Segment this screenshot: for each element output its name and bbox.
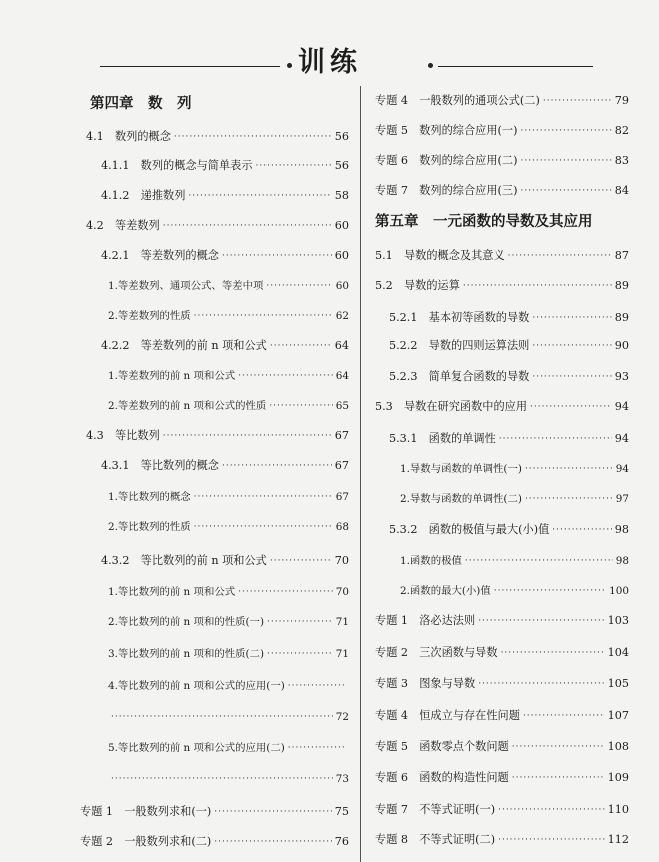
toc-page-number: 103 <box>607 614 629 627</box>
toc-entry <box>101 551 349 571</box>
toc-entry <box>375 643 629 663</box>
toc-entry <box>80 832 349 852</box>
toc-leader-dots <box>520 151 611 171</box>
toc-leader-dots <box>520 181 611 201</box>
toc-leader-dots <box>512 768 605 788</box>
toc-entry <box>375 768 629 788</box>
toc-entry-title: 专题 5 函数零点个数问题 <box>375 740 509 753</box>
toc-entry <box>108 517 349 537</box>
toc-entry <box>389 429 629 449</box>
toc-entry-title: 2.等比数列的前 n 项和的性质(一) <box>108 616 265 628</box>
toc-leader-dots <box>498 830 605 850</box>
toc-leader-dots <box>494 581 606 601</box>
toc-entry-title: 专题 7 不等式证明(一) <box>375 803 496 816</box>
toc-leader-dots <box>163 426 332 446</box>
toc-leader-dots <box>222 456 332 476</box>
toc-entry-title: 4.1 数列的概念 <box>86 130 171 143</box>
toc-chapter-heading <box>90 94 349 114</box>
toc-entry-title: 专题 6 函数的构造性问题 <box>375 771 509 784</box>
toc-entry-title: 5.2.2 导数的四则运算法则 <box>389 339 530 352</box>
toc-leader-dots <box>194 517 333 537</box>
toc-leader-dots <box>508 246 612 266</box>
toc-entry <box>101 186 349 206</box>
toc-entry-title: 2.等差数列的前 n 项和公式的性质 <box>108 400 267 412</box>
toc-entry-title: 2.等差数列的性质 <box>108 310 191 322</box>
toc-entry-title: 4.2.1 等差数列的概念 <box>101 249 219 262</box>
toc-entry-title: 专题 1 一般数列求和(一) <box>80 805 212 818</box>
toc-entry-title: 4.等比数列的前 n 项和公式的应用(一) <box>108 680 285 692</box>
toc-page-number: 67 <box>334 459 349 472</box>
toc-entry <box>375 91 629 111</box>
toc-entry-title: 1.导数与函数的单调性(一) <box>400 463 522 475</box>
toc-entry <box>389 367 629 387</box>
toc-page-number: 84 <box>614 184 629 197</box>
toc-entry-title: 1.等比数列的概念 <box>108 491 191 503</box>
toc-leader-dots <box>512 737 605 757</box>
toc-page-number: 83 <box>614 154 629 167</box>
toc-entry-title: 2.函数的最大(小)值 <box>400 585 491 597</box>
toc-leader-dots <box>111 769 333 789</box>
header-rule-right <box>438 66 593 67</box>
toc-leader-dots <box>270 336 332 356</box>
toc-entry <box>375 397 629 417</box>
toc-page-number: 68 <box>335 521 349 533</box>
toc-page-number: 94 <box>614 432 629 445</box>
toc-page-number: 56 <box>334 159 349 172</box>
toc-leader-dots <box>267 644 333 664</box>
toc-entry <box>86 127 349 147</box>
toc-page-number: 56 <box>334 130 349 143</box>
toc-leader-dots <box>111 707 333 727</box>
toc-page-number: 62 <box>335 310 349 322</box>
toc-page-number: 97 <box>615 493 629 505</box>
toc-page-number: 93 <box>614 370 629 383</box>
toc-leader-dots <box>174 127 332 147</box>
toc-leader-dots <box>523 706 605 726</box>
toc-page-number: 98 <box>615 555 629 567</box>
toc-entry <box>375 181 629 201</box>
column-divider <box>360 86 361 862</box>
toc-entry <box>108 612 349 632</box>
toc-entry-title: 专题 3 图象与导数 <box>375 677 476 690</box>
toc-entry <box>108 644 349 664</box>
toc-page-number: 70 <box>334 554 349 567</box>
toc-page-number: 73 <box>335 773 349 785</box>
toc-entry <box>375 674 629 694</box>
toc-entry-title: 4.1.1 数列的概念与简单表示 <box>101 159 253 172</box>
toc-entry-title: 1.等比数列的前 n 项和公式 <box>108 586 236 598</box>
toc-page-number: 87 <box>614 249 629 262</box>
toc-page-number: 64 <box>335 370 349 382</box>
toc-entry <box>375 706 629 726</box>
toc-leader-dots <box>525 489 613 509</box>
toc-entry <box>375 151 629 171</box>
toc-entry-title: 4.2 等差数列 <box>86 219 160 232</box>
toc-entry-title: 5.2.3 简单复合函数的导数 <box>389 370 530 383</box>
toc-page-number: 105 <box>607 677 629 690</box>
toc-leader-dots <box>267 612 333 632</box>
toc-leader-dots <box>222 246 332 266</box>
toc-leader-dots <box>552 520 611 540</box>
toc-entry-title: 专题 4 恒成立与存在性问题 <box>375 709 520 722</box>
toc-entry-title: 专题 2 三次函数与导数 <box>375 646 498 659</box>
toc-page-number: 98 <box>614 523 629 536</box>
toc-entry-title: 专题 2 一般数列求和(二) <box>80 835 212 848</box>
toc-leader-dots <box>188 186 331 206</box>
toc-page-number: 94 <box>614 400 629 413</box>
toc-entry-title: 5.等比数列的前 n 项和公式的应用(二) <box>108 742 285 754</box>
toc-leader-dots <box>238 582 333 602</box>
toc-entry <box>86 426 349 446</box>
toc-leader-dots <box>214 832 331 852</box>
toc-page-number: 94 <box>615 463 629 475</box>
toc-entry <box>101 156 349 176</box>
toc-entry <box>108 582 349 602</box>
toc-entry <box>108 366 349 386</box>
toc-leader-dots <box>238 366 333 386</box>
toc-leader-dots <box>194 487 333 507</box>
toc-entry-title: 5.3.1 函数的单调性 <box>389 432 496 445</box>
toc-page-number: 107 <box>607 709 629 722</box>
toc-leader-dots <box>288 738 346 758</box>
toc-entry <box>400 581 629 601</box>
toc-page-number: 112 <box>607 833 629 846</box>
toc-page-number: 64 <box>334 339 349 352</box>
toc-page-number: 90 <box>614 339 629 352</box>
toc-entry-title: 5.2 导数的运算 <box>375 279 460 292</box>
toc-entry-title: 专题 6 数列的综合应用(二) <box>375 154 518 167</box>
toc-entry <box>101 456 349 476</box>
toc-leader-dots <box>269 396 332 416</box>
toc-leader-dots <box>532 308 611 328</box>
toc-leader-dots <box>543 91 612 111</box>
toc-entry <box>400 489 629 509</box>
toc-leader-dots <box>465 551 613 571</box>
toc-entry-title: 专题 5 数列的综合应用(一) <box>375 124 518 137</box>
toc-leader-dots <box>501 643 605 663</box>
toc-leader-dots <box>498 800 605 820</box>
header-rule-left <box>100 66 280 67</box>
toc-leader-dots <box>163 216 332 236</box>
header-dot-right <box>428 63 433 68</box>
toc-entry-title: 4.1.2 递推数列 <box>101 189 186 202</box>
toc-entry <box>375 830 629 850</box>
toc-entry <box>375 246 629 266</box>
toc-entry <box>389 520 629 540</box>
toc-page-number: 79 <box>614 94 629 107</box>
toc-entry-title: 5.3.2 函数的极值与最大(小)值 <box>389 523 550 536</box>
toc-page-number: 89 <box>614 279 629 292</box>
toc-entry-title: 专题 4 一般数列的通项公式(二) <box>375 94 540 107</box>
toc-leader-dots <box>214 802 331 822</box>
toc-entry-title: 5.3 导数在研究函数中的应用 <box>375 400 528 413</box>
toc-page-number: 110 <box>607 803 629 816</box>
toc-leader-dots <box>520 121 611 141</box>
toc-leader-dots <box>270 551 332 571</box>
toc-page-number: 104 <box>607 646 629 659</box>
toc-entry-title: 1.等差数列的前 n 项和公式 <box>108 370 236 382</box>
toc-page-number: 75 <box>334 805 349 818</box>
toc-entry <box>108 487 349 507</box>
toc-entry-title: 第四章 数 列 <box>90 96 192 112</box>
toc-entry <box>375 737 629 757</box>
toc-page-number: 82 <box>614 124 629 137</box>
toc-entry <box>108 676 349 696</box>
toc-entry-title: 4.2.2 等差数列的前 n 项和公式 <box>101 339 267 352</box>
toc-page-number: 70 <box>335 586 349 598</box>
toc-chapter-heading <box>375 212 629 232</box>
toc-page-number: 65 <box>335 400 349 412</box>
toc-entry <box>375 611 629 631</box>
toc-entry-title: 4.3 等比数列 <box>86 429 160 442</box>
toc-page-number: 67 <box>335 491 349 503</box>
toc-page-number: 58 <box>334 189 349 202</box>
toc-entry <box>375 121 629 141</box>
toc-leader-dots <box>194 306 333 326</box>
toc-entry <box>108 738 349 758</box>
toc-leader-dots <box>478 611 604 631</box>
page-title: 训练 <box>298 47 362 78</box>
toc-entry <box>86 216 349 236</box>
toc-leader-dots <box>256 156 332 176</box>
toc-page-number: 76 <box>334 835 349 848</box>
toc-page-number: 67 <box>334 429 349 442</box>
toc-entry-title: 专题 7 数列的综合应用(三) <box>375 184 518 197</box>
toc-entry <box>101 246 349 266</box>
page-header <box>0 0 659 90</box>
toc-leader-dots <box>530 397 612 417</box>
toc-entry-title: 4.3.2 等比数列的前 n 项和公式 <box>101 554 267 567</box>
toc-entry-title: 专题 1 洛必达法则 <box>375 614 476 627</box>
toc-leader-dots <box>478 674 604 694</box>
toc-entry <box>400 459 629 479</box>
toc-entry-title: 5.1 导数的概念及其意义 <box>375 249 505 262</box>
toc-entry-title: 4.3.1 等比数列的概念 <box>101 459 219 472</box>
toc-leader-dots <box>288 676 346 696</box>
toc-leader-dots <box>499 429 612 449</box>
toc-page-number: 89 <box>614 311 629 324</box>
toc-entry-title: 专题 8 不等式证明(二) <box>375 833 496 846</box>
toc-page-number: 60 <box>334 219 349 232</box>
toc-page-number: 60 <box>334 249 349 262</box>
toc-page-number: 109 <box>607 771 629 784</box>
toc-page-number: 100 <box>609 585 629 597</box>
toc-page-number: 72 <box>335 711 349 723</box>
toc-entry-title: 1.函数的极值 <box>400 555 462 567</box>
toc-page-number: 60 <box>335 280 349 292</box>
toc-page-number: 108 <box>607 740 629 753</box>
toc-leader-dots <box>463 276 612 296</box>
toc-entry <box>108 276 349 296</box>
toc-entry <box>375 800 629 820</box>
toc-entry <box>108 396 349 416</box>
toc-entry-title: 5.2.1 基本初等函数的导数 <box>389 311 530 324</box>
toc-entry-title: 3.等比数列的前 n 项和的性质(二) <box>108 648 265 660</box>
toc-entry-title: 1.等差数列、通项公式、等差中项 <box>108 280 264 292</box>
toc-entry-title: 2.导数与函数的单调性(二) <box>400 493 522 505</box>
toc-leader-dots <box>532 336 611 356</box>
toc-entry-title: 第五章 一元函数的导数及其应用 <box>375 214 593 230</box>
toc-entry-title: 2.等比数列的性质 <box>108 521 191 533</box>
toc-entry <box>108 769 349 789</box>
toc-leader-dots <box>525 459 613 479</box>
toc-entry <box>108 707 349 727</box>
toc-page-number: 71 <box>335 616 349 628</box>
toc-entry <box>375 276 629 296</box>
toc-page-number: 71 <box>335 648 349 660</box>
toc-entry <box>389 308 629 328</box>
toc-entry <box>389 336 629 356</box>
toc-entry <box>400 551 629 571</box>
toc-entry <box>101 336 349 356</box>
toc-entry <box>80 802 349 822</box>
toc-leader-dots <box>266 276 332 296</box>
toc-leader-dots <box>532 367 611 387</box>
toc-entry <box>108 306 349 326</box>
